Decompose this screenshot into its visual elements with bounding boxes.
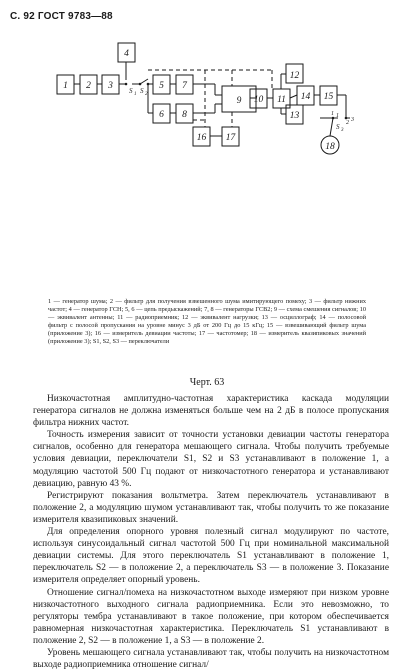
paragraph-6: Уровень мешающего сигнала устанавливают так, чтобы получить на низкочастотном выходе радиоприемника отношение сигнал/ xyxy=(33,647,389,671)
label-9: 9 xyxy=(236,96,242,106)
label-2: 2 xyxy=(86,81,91,91)
label-16: 16 xyxy=(196,133,207,143)
label-17: 17 xyxy=(225,133,236,143)
label-12: 12 xyxy=(289,71,300,81)
paragraph-4: Для определения опорного уровня полезный сигнал модулируют по частоте, используя синусоидальный сигнал частотой 500 Гц при номинальной максимальной девиации системы. Для этого переключатель S1 устанавливают в положение 1, переключатель S2 — в положение 2, а переключатель S3 — в положение 3. Показание измерителя определяет опорный уровень. xyxy=(33,527,389,586)
body-text xyxy=(33,393,389,671)
figure-caption: Черт. 63 xyxy=(189,377,225,388)
label-10: 10 xyxy=(253,95,264,105)
label-13: 13 xyxy=(289,111,300,121)
svg-text:3: 3 xyxy=(341,128,344,133)
label-1: 1 xyxy=(63,81,68,91)
switch-s1-label: S xyxy=(129,87,133,95)
label-8: 8 xyxy=(182,110,187,120)
paragraph-5: Отношение сигнал/помеха на низкочастотном выходе измеряют при низком уровне низкочастотного выходного сигнала радиоприемника. Если это невозможно, то регуляторы тембра устанавливают в такое положение, при котором обеспечивается равномерная низкочастотная характеристика. Переключатель S1 устанавливают в положение 2, S2 — в положение 1, а S3 — в положение 2. xyxy=(33,587,389,646)
switch-s3-label: S xyxy=(336,123,340,131)
terminal-2: 2 xyxy=(346,120,349,126)
svg-text:1: 1 xyxy=(134,92,137,97)
label-3: 3 xyxy=(108,81,113,91)
page-header: С. 92 ГОСТ 9783—88 xyxy=(10,11,113,22)
label-14: 14 xyxy=(300,92,311,102)
label-18: 18 xyxy=(325,142,335,152)
label-6: 6 xyxy=(159,110,164,120)
paragraph-2: Точность измерения зависит от точности установки девиации частоты генератора сигналов, особенно для генератора мешающего сигнала. Чтобы получить требуемые условия девиации, переключатели S1, S2 и S3 устанавливают в положение 1, а модуляцию частотой 500 Гц подают от низкочастотного генератора и устанавливают девиацию, равную 43 %. xyxy=(33,430,389,489)
diagram-legend: 1 — генератор шума; 2 — фильтр для получения взвешенного шума имитирующего помеху; 3 — фильтр нижних частот; 4 — генератор ГСН; 5, 6 — цепь предыскажений; 7, 8 — генераторы ГСВ2; 9 — схема смешения сигналов; 10 — эквивалент антенны; 11 — радиоприемник; 12 — эквивалент нагрузки; 13 — осциллограф; 14 — полосовой фильтр с полосой пропускания на уровне минус 3 дБ от 200 Гц до 15 кГц; 15 — взвешивающий фильтр шума (приложение 3); 16 — измеритель девиации частоты; 17 — частотомер; 18 — измеритель квазипиковых значений (приложение 3); S1, S2, S3 — переключатели xyxy=(48,298,366,345)
label-7: 7 xyxy=(182,81,187,91)
label-4: 4 xyxy=(124,49,129,59)
paragraph-3: Регистрируют показания вольтметра. Затем переключатель устанавливают в положение 2, а модуляцию шумом устанавливают так, чтобы получить то же показание измерителя квазипиковых значений. xyxy=(33,490,389,525)
svg-text:2: 2 xyxy=(145,92,148,97)
label-5: 5 xyxy=(159,81,164,91)
switch-s2-label: S xyxy=(140,87,144,95)
terminal-3: 3 xyxy=(351,117,354,123)
terminal-s3-1: 1 xyxy=(336,113,339,119)
terminal-1: 1 xyxy=(331,111,334,117)
block-diagram xyxy=(0,0,414,300)
label-15: 15 xyxy=(323,92,334,102)
label-11: 11 xyxy=(277,95,286,105)
paragraph-1: Низкочастотная амплитудно-частотная характеристика каскада модуляции генератора сигналов не должна изменяться больше чем на 2 дБ в полосе пропускания фильтра нижних частот. xyxy=(33,394,389,429)
